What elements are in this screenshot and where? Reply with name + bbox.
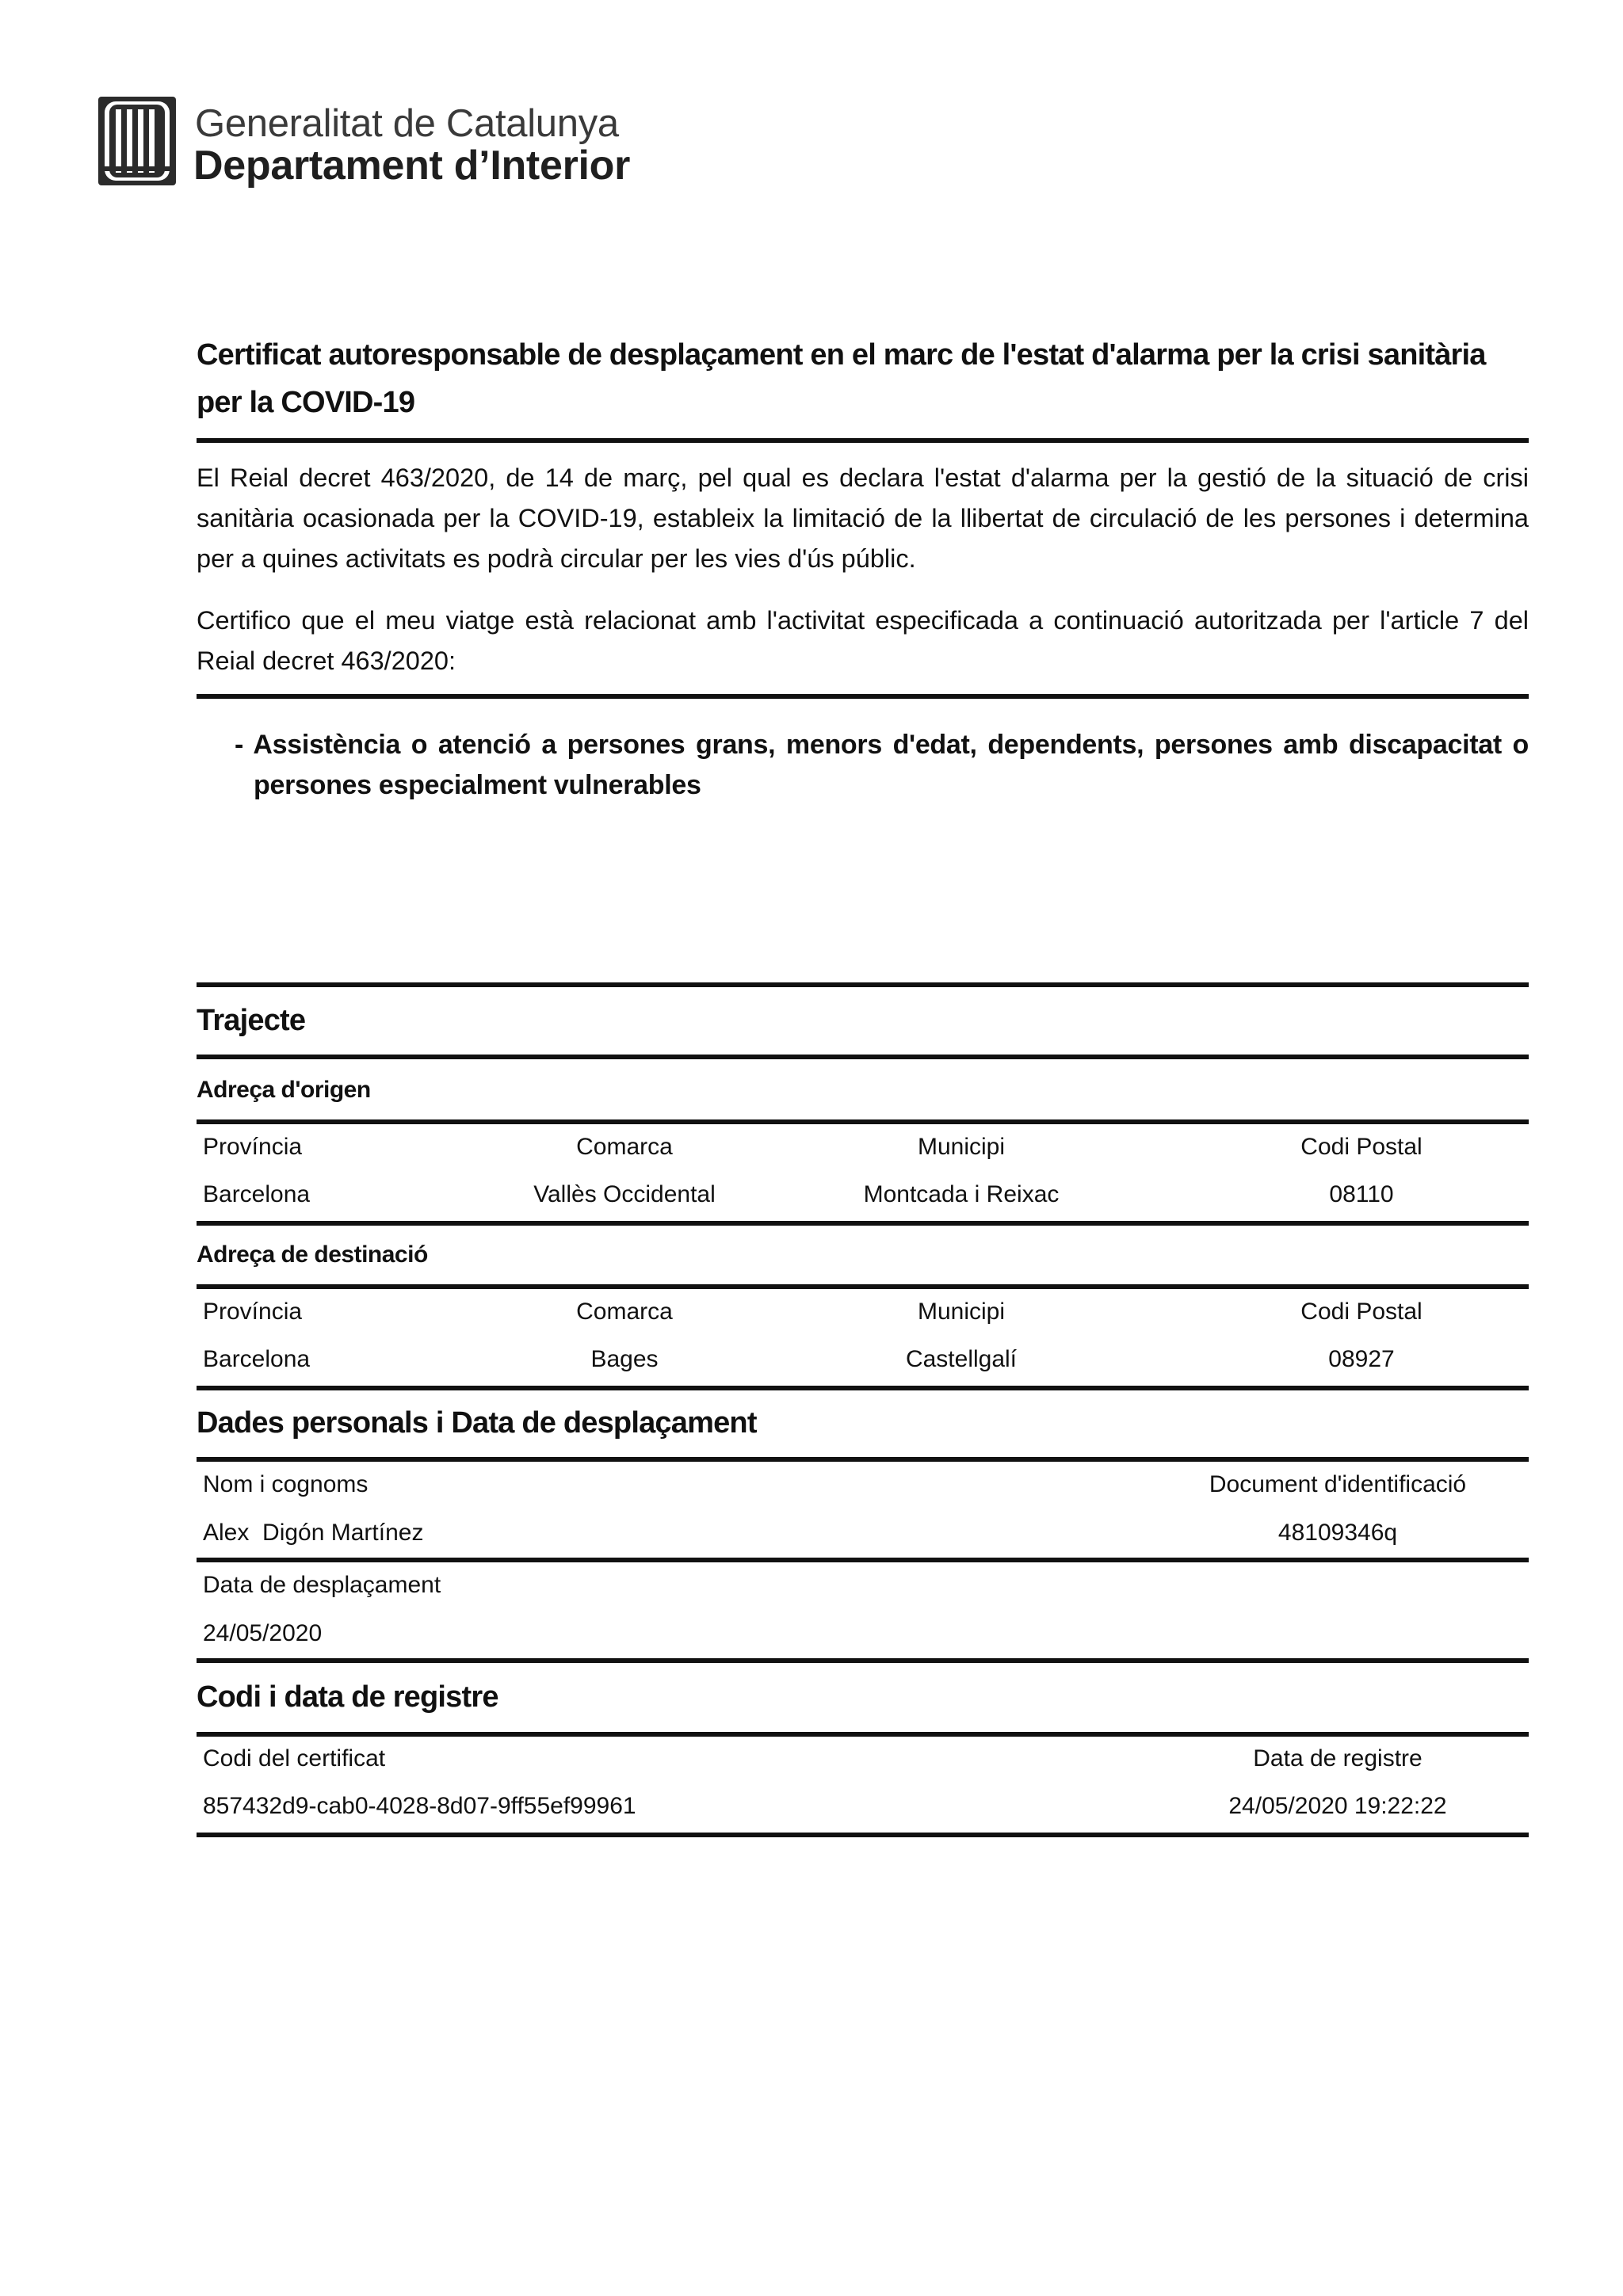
divider [197, 982, 1529, 987]
divider [197, 1119, 1529, 1124]
name-label: Nom i cognoms [203, 1471, 369, 1497]
header-comarca: Comarca [576, 1134, 673, 1160]
header-comarca: Comarca [576, 1299, 673, 1325]
destination-header-row [197, 1296, 1529, 1328]
registry-date-label: Data de registre [1253, 1745, 1423, 1772]
registry-date-value: 24/05/2020 19:22:22 [1228, 1793, 1447, 1819]
header-municipi: Municipi [917, 1299, 1006, 1325]
destination-values-row [197, 1344, 1529, 1375]
divider [197, 1658, 1529, 1663]
destination-municipi: Castellgalí [905, 1346, 1018, 1372]
divider [197, 1558, 1529, 1562]
header-codi-postal: Codi Postal [1300, 1134, 1423, 1160]
certificate-code-value: 857432d9-cab0-4028-8d07-9ff55ef99961 [203, 1793, 636, 1819]
destination-comarca: Bages [590, 1346, 659, 1372]
origin-codi-postal: 08110 [1329, 1181, 1394, 1207]
origin-values-row [197, 1179, 1529, 1211]
divider [197, 1833, 1529, 1837]
section-title-trajecte: Trajecte [197, 1004, 306, 1037]
origin-provincia: Barcelona [203, 1181, 311, 1207]
personal-values-row [197, 1517, 1529, 1549]
divider [197, 1055, 1529, 1059]
header-municipi: Municipi [917, 1134, 1006, 1160]
origin-address-title: Adreça d'origen [197, 1077, 371, 1103]
id-document-value: 48109346q [1277, 1520, 1398, 1546]
id-document-label: Document d'identificació [1209, 1471, 1467, 1497]
registry-values-row [197, 1791, 1529, 1822]
divider [197, 694, 1529, 699]
certificate-code-label: Codi del certificat [203, 1745, 386, 1772]
origin-comarca: Vallès Occidental [533, 1181, 716, 1207]
travel-date-value: 24/05/2020 [203, 1620, 323, 1646]
divider [197, 438, 1529, 443]
travel-date-label-row [197, 1569, 1529, 1601]
divider [197, 1221, 1529, 1226]
intro-paragraph: El Reial decret 463/2020, de 14 de març, pel qual es declara l'estat d'alarma per la gestió de la situació de crisi sanitària ocasionada per la COVID-19, estableix la limitació de la llibertat de circulació de les persones i determina per a quines activitats es podrà circular per les vies d'ús públic. [197, 463, 1529, 573]
section-title-personal: Dades personals i Data de desplaçament [197, 1406, 757, 1440]
registry-header-row [197, 1743, 1529, 1775]
destination-provincia: Barcelona [203, 1346, 311, 1372]
generalitat-emblem-icon [98, 97, 176, 185]
document-title: Certificat autoresponsable de desplaçament en el marc de l'estat d'alarma per la crisi sanitària per la COVID-19 [197, 338, 1486, 419]
header-provincia: Província [203, 1299, 303, 1325]
divider [197, 1284, 1529, 1289]
divider [197, 1732, 1529, 1737]
authorized-activity: - Assistència o atenció a persones grans, menors d'edat, dependents, persones amb discapacitat o persones especialment vulnerables [235, 730, 1529, 800]
header-codi-postal: Codi Postal [1300, 1299, 1423, 1325]
divider [197, 1457, 1529, 1462]
travel-date-label: Data de desplaçament [203, 1572, 441, 1598]
section-title-registry: Codi i data de registre [197, 1680, 498, 1714]
header-provincia: Província [203, 1134, 303, 1160]
travel-date-value-row [197, 1618, 1529, 1650]
origin-municipi: Montcada i Reixac [863, 1181, 1060, 1207]
destination-codi-postal: 08927 [1328, 1346, 1395, 1372]
organization-name: Generalitat de Catalunya [195, 102, 619, 145]
origin-header-row [197, 1131, 1529, 1163]
name-value: Alex Digón Martínez [203, 1520, 424, 1546]
destination-address-title: Adreça de destinació [197, 1241, 428, 1268]
divider [197, 1386, 1529, 1390]
department-name: Departament d’Interior [193, 143, 631, 189]
certify-paragraph: Certifico que el meu viatge està relacionat amb l'activitat especificada a continuació autoritzada per l'article 7 del Reial decret 463/2020: [197, 606, 1529, 675]
personal-header-row [197, 1469, 1529, 1501]
